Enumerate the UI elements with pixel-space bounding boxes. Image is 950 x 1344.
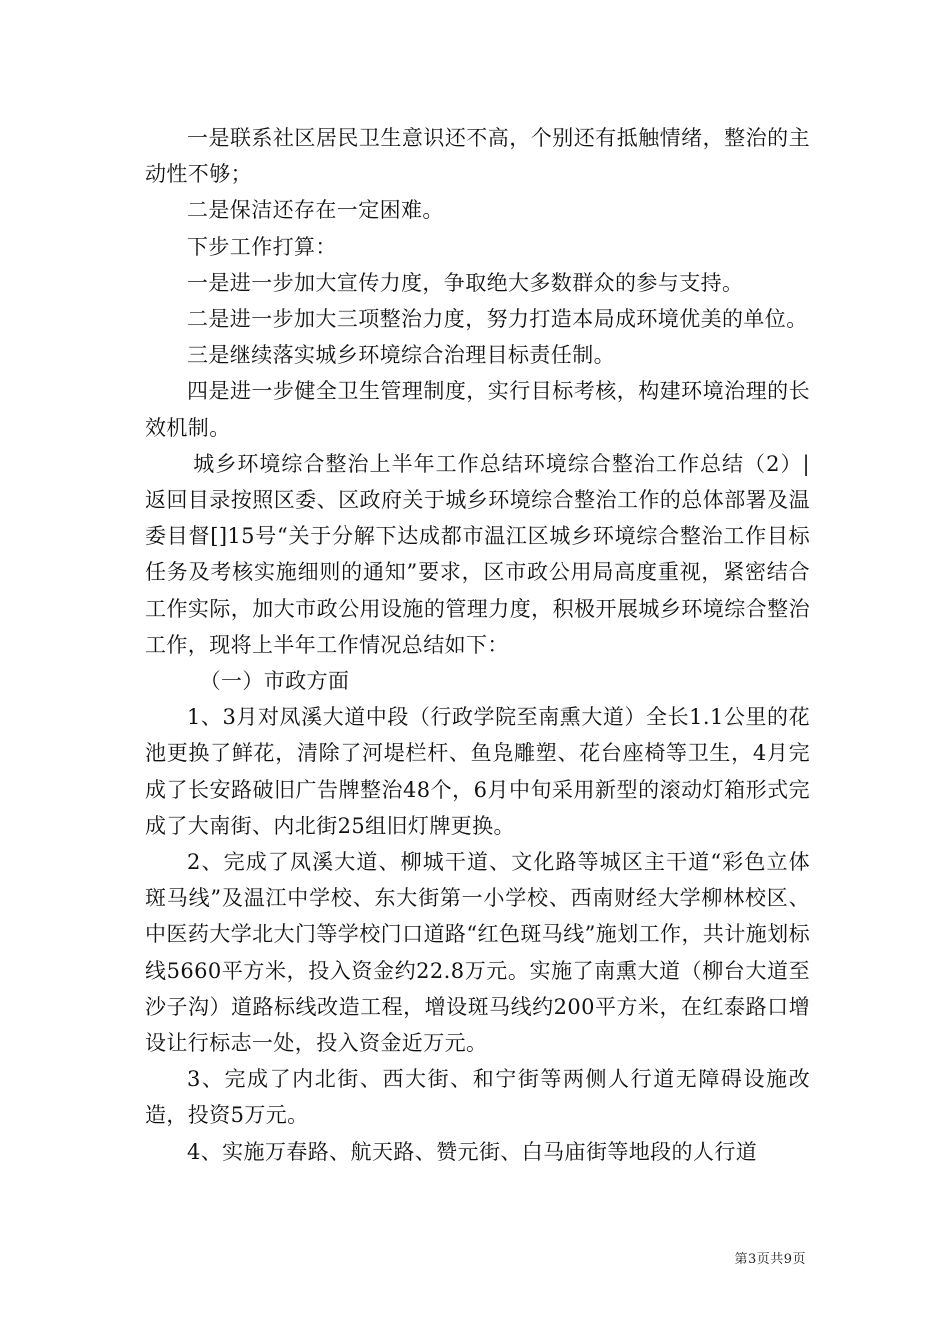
- paragraph-plan-4: 四是进一步健全卫生管理制度，实行目标考核，构建环境治理的长效机制。: [145, 379, 810, 440]
- paragraph-next-steps-heading: 下步工作打算：: [187, 234, 337, 259]
- paragraph-item-1: 1、3月对凤溪大道中段（行政学院至南熏大道）全长1.1公里的花池更换了鲜花，清除了河堤栏杆、鱼凫雕塑、花台座椅等卫生，4月完成了长安路破旧广告牌整治48个，6月中旬采用新型的滚动灯箱形式完成了大南街、内北街25组旧灯牌更换。: [145, 705, 810, 838]
- page-number: 第3页共9页: [734, 1252, 806, 1267]
- paragraph-item-3: 3、完成了内北街、西大街、和宁街等两侧人行道无障碍设施改造，投资5万元。: [145, 1067, 810, 1128]
- paragraph-summary-intro: 城乡环境综合整治上半年工作总结环境综合整治工作总结（2）|返回目录按照区委、区政府关于城乡环境综合整治工作的总体部署及温委目督[]15号“关于分解下达成都市温江区城乡环境综合整治工作目标任务及考核实施细则的通知”要求，区市政公用局高度重视，紧密结合工作实际，加大市政公用设施的管理力度，积极开展城乡环境综合整治工作，现将上半年工作情况总结如下：: [145, 451, 810, 657]
- paragraph-item-4: 4、实施万春路、航天路、赞元街、白马庙街等地段的人行道: [187, 1139, 758, 1164]
- paragraph-plan-1: 一是进一步加大宣传力度，争取绝大多数群众的参与支持。: [187, 270, 744, 295]
- section-heading-municipal: （一）市政方面: [199, 669, 350, 694]
- paragraph-problem-2: 二是保洁还存在一定困难。: [187, 198, 444, 223]
- paragraph-item-2: 2、完成了凤溪大道、柳城干道、文化路等城区主干道“彩色立体斑马线”及温江中学校、东大街第一小学校、西南财经大学柳林校区、中医药大学北大门等学校门口道路“红色斑马线”施划工作，共计施划标线5660平方米，投入资金约22.8万元。实施了南熏大道（柳台大道至沙子沟）道路标线改造工程，增设斑马线约200平方米，在红泰路口增设让行标志一处，投入资金近万元。: [145, 850, 810, 1056]
- paragraph-plan-2: 二是进一步加大三项整治力度，努力打造本局成环境优美的单位。: [187, 307, 808, 332]
- document-body: [145, 120, 810, 1170]
- paragraph-problem-1: 一是联系社区居民卫生意识还不高，个别还有抵触情绪，整治的主动性不够；: [145, 126, 810, 187]
- paragraph-plan-3: 三是继续落实城乡环境综合治理目标责任制。: [187, 343, 615, 368]
